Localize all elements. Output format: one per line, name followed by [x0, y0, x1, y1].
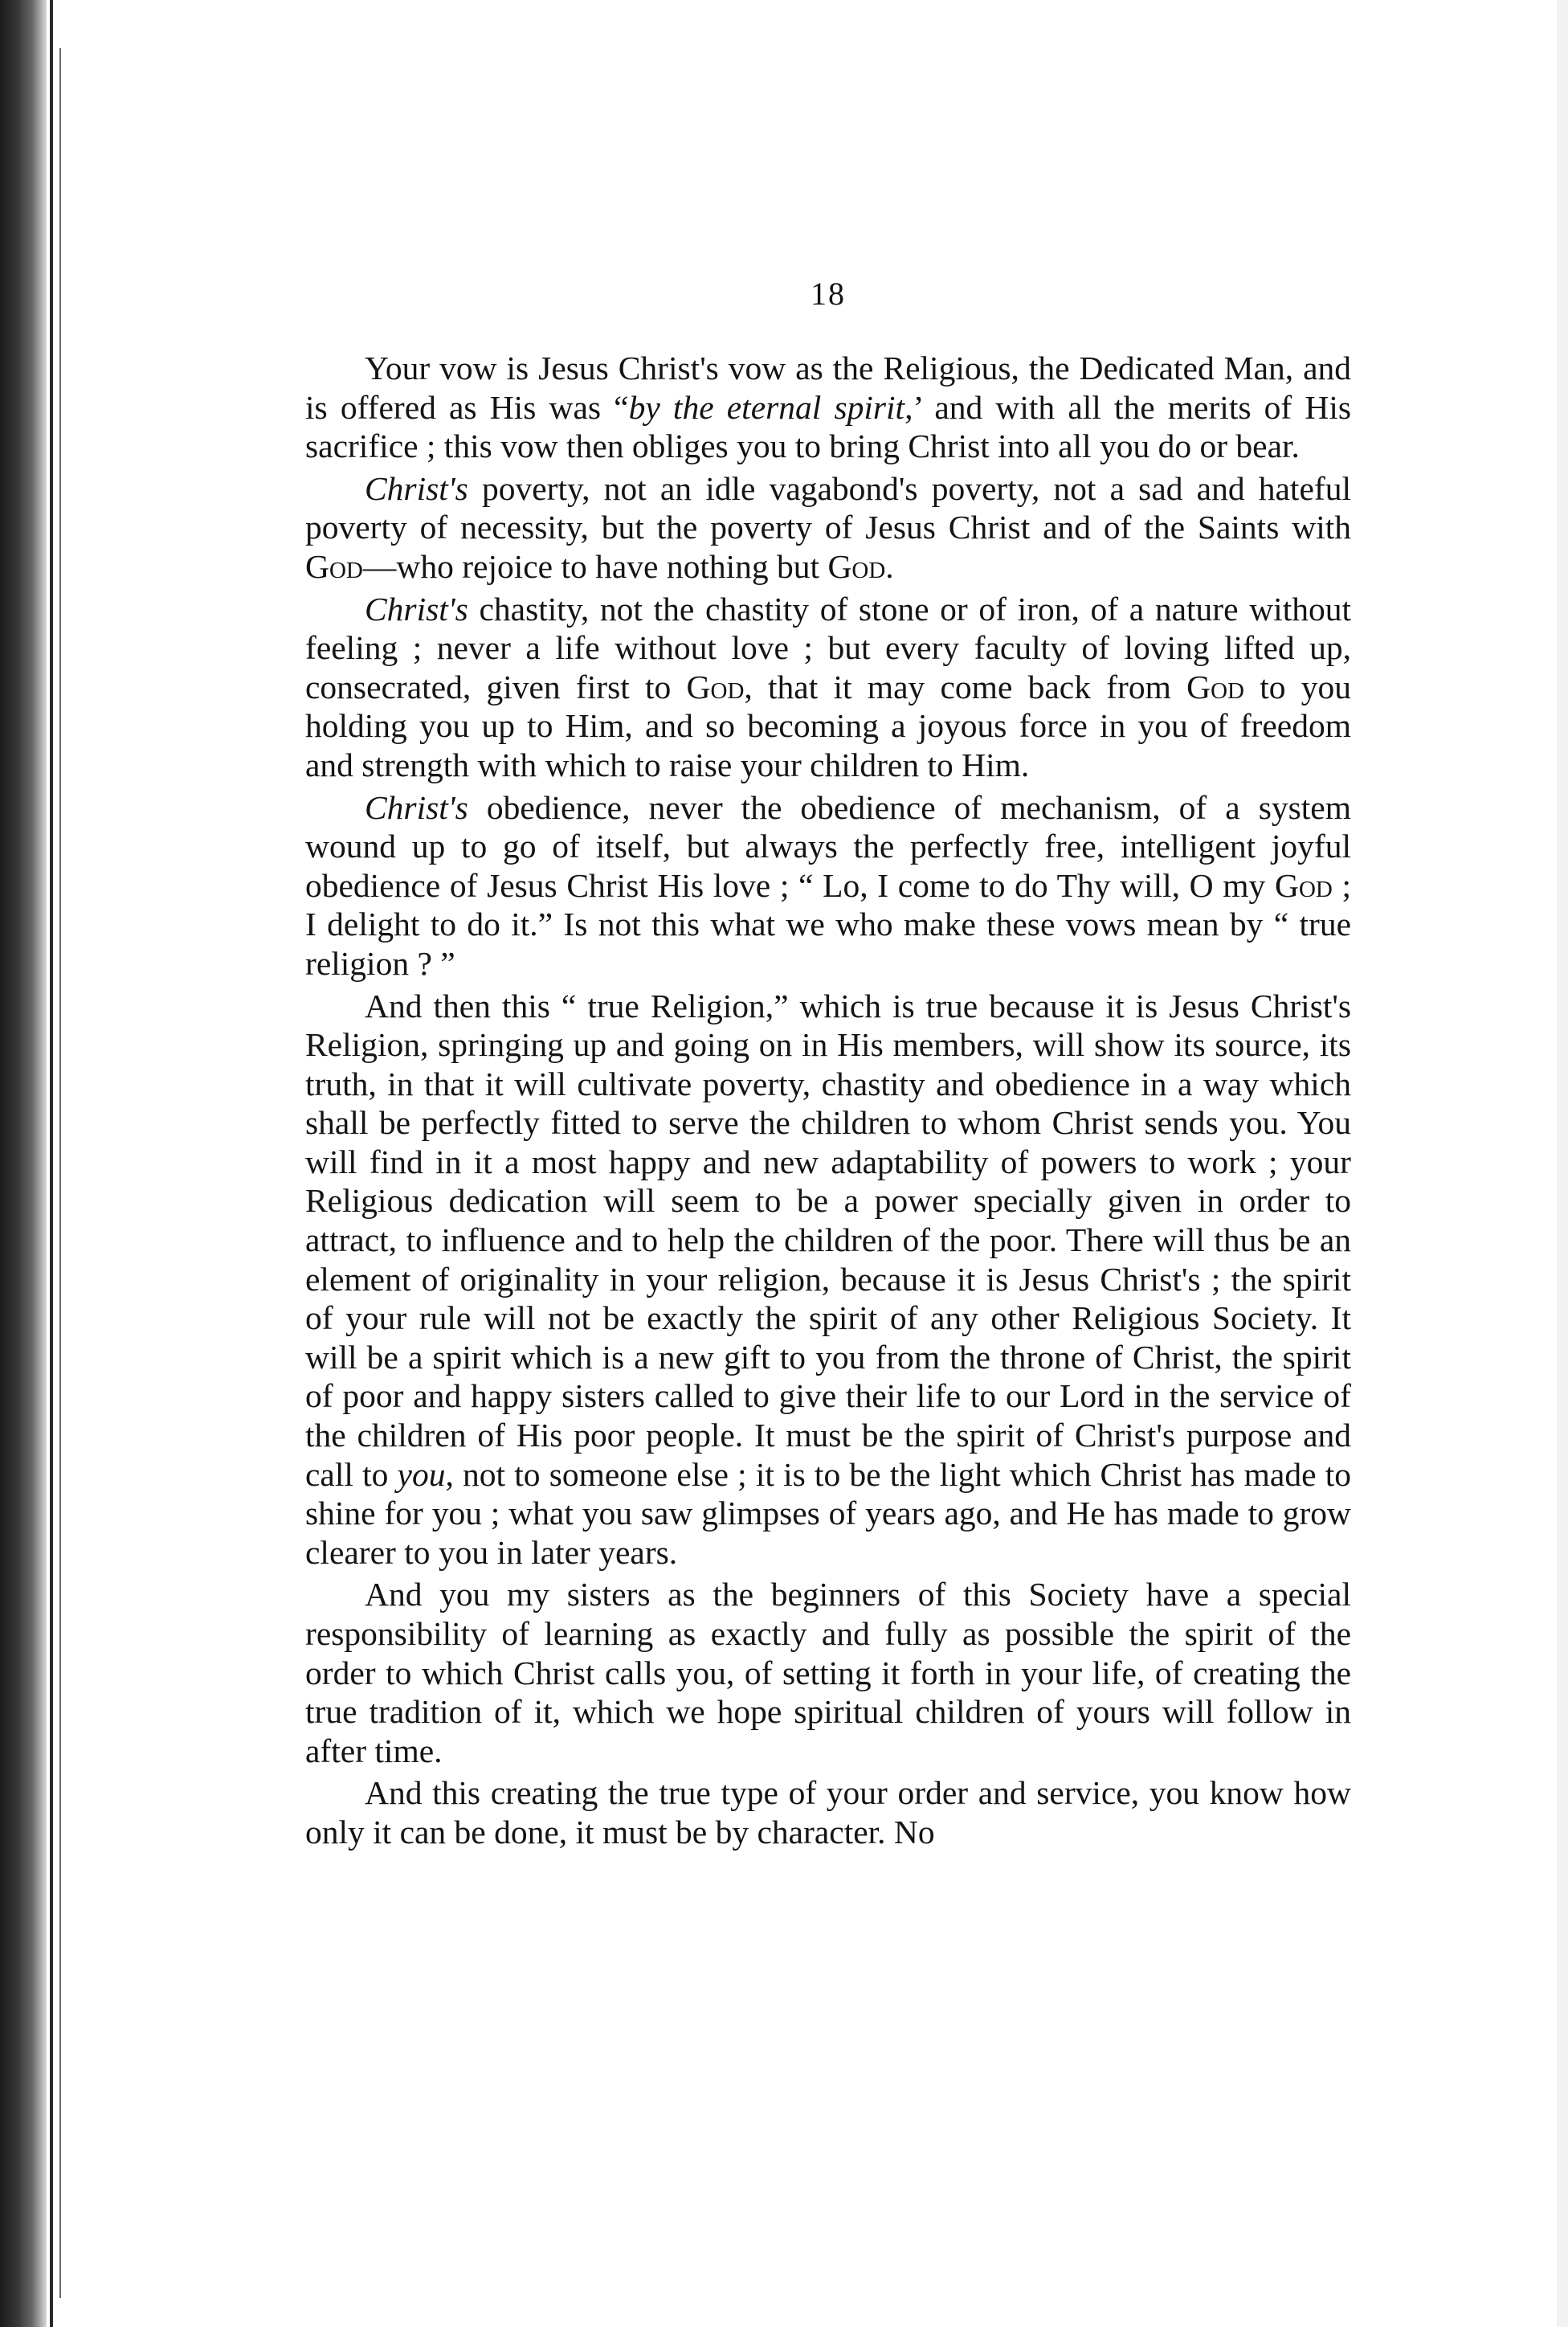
paragraph-p7	[305, 1773, 1351, 1851]
paragraph-text-segment: God	[686, 668, 745, 705]
paragraph-text-segment: by the eternal spirit,	[628, 388, 913, 426]
paragraph-text-segment: Christ's	[365, 590, 468, 628]
page-number: 18	[811, 276, 846, 312]
paragraph-text-segment: And this creating the true type of your order and service, you know how only it can be done, it must be by character. No	[305, 1774, 1351, 1851]
paragraph-p2	[305, 469, 1351, 587]
paragraph-p3	[305, 590, 1351, 785]
paragraph-text-segment: God	[1274, 866, 1333, 904]
page-right-edge	[1557, 0, 1568, 2327]
paragraph-text-segment: —who rejoice to have nothing but	[362, 547, 828, 585]
paragraph-text-segment: And you my sisters as the beginners of this Society have a special responsibility of learning as exactly and fully as possible the spirit of the order to which Christ calls you, of setting it forth in your life, of creating the true tradition of it, which we hope spiritual children of yours will follow in after time.	[305, 1576, 1351, 1769]
book-binding-edge	[0, 0, 47, 2327]
paragraph-text-segment: .	[885, 547, 894, 585]
paragraph-list	[305, 349, 1351, 1852]
paragraph-text-segment: to you holding you up to Him, and so becoming a joyous force in you of freedom and strength with which to raise your children to Him.	[305, 668, 1352, 783]
paragraph-p6	[305, 1575, 1351, 1770]
binding-shadow-line	[59, 48, 61, 2298]
paragraph-text-segment: Christ's	[365, 469, 468, 507]
paragraph-text-segment: ’ and with all the merits of His sacrifice ; this vow then obliges you to bring Christ into all you do or bear.	[305, 388, 1351, 465]
paragraph-text-segment: And then this “ true Religion,” which is true because it is Jesus Christ's Religion, springing up and going on in His members, will show its source, its truth, in that it will cultivate poverty, chastity and obedience in a way which shall be perfectly fitted to serve the children to whom Christ sends you. You will find in it a most happy and new adaptability of powers to work ; your Religious dedication will seem to be a power specially given in order to attract, to influence and to help the children of the poor. There will thus be an element of originality in your religion, because it is Jesus Christ's ; the spirit of your rule will not be exactly the spirit of any other Religious Society. It will be a spirit which is a new gift to you from the throne of Christ, the spirit of poor and happy sisters called to give their life to our Lord in the service of the children of His poor people. It must be the spirit of Christ's purpose and call to	[305, 987, 1351, 1493]
paragraph-text-segment: , not to someone else ; it is to be the light which Christ has made to shine for you ; what you saw glimpses of years ago, and He has made to grow clearer to you in later years.	[305, 1455, 1351, 1571]
paragraph-text-segment: God	[827, 547, 886, 585]
paragraph-text-segment: ; I delight to do it.” Is not this what we who make these vows mean by “ true religion ? ”	[305, 866, 1352, 982]
paragraph-p4	[305, 788, 1351, 984]
page-body	[305, 273, 1351, 1855]
paragraph-text-segment: Christ's	[365, 788, 468, 826]
binding-rule	[50, 0, 53, 2327]
paragraph-text-segment: God	[305, 547, 363, 585]
paragraph-text-segment: chastity, not the chastity of stone or of iron, of a nature without feeling ; never a life without love ; but every faculty of loving lifted up, consecrated, given first to	[305, 590, 1351, 705]
paragraph-text-segment: , that it may come back from	[744, 668, 1187, 705]
paragraph-p1	[305, 349, 1351, 466]
paragraph-text-segment: you	[397, 1455, 446, 1493]
paragraph-text-segment: God	[1186, 668, 1244, 705]
paragraph-text-segment: Your vow is Jesus Christ's vow as the Religious, the Dedicated Man, and is offered as His was “	[305, 350, 1351, 426]
paragraph-text-segment: obedience, never the obedience of mechanism, of a system wound up to go of itself, but always the perfectly free, intelligent joyful obedience of Jesus Christ His love ; “ Lo, I come to do Thy will, O my	[305, 788, 1351, 904]
paragraph-text-segment: poverty, not an idle vagabond's poverty, not a sad and hateful poverty of necessity, but the poverty of Jesus Christ and of the Saints with	[305, 469, 1351, 546]
paragraph-p5	[305, 987, 1351, 1572]
